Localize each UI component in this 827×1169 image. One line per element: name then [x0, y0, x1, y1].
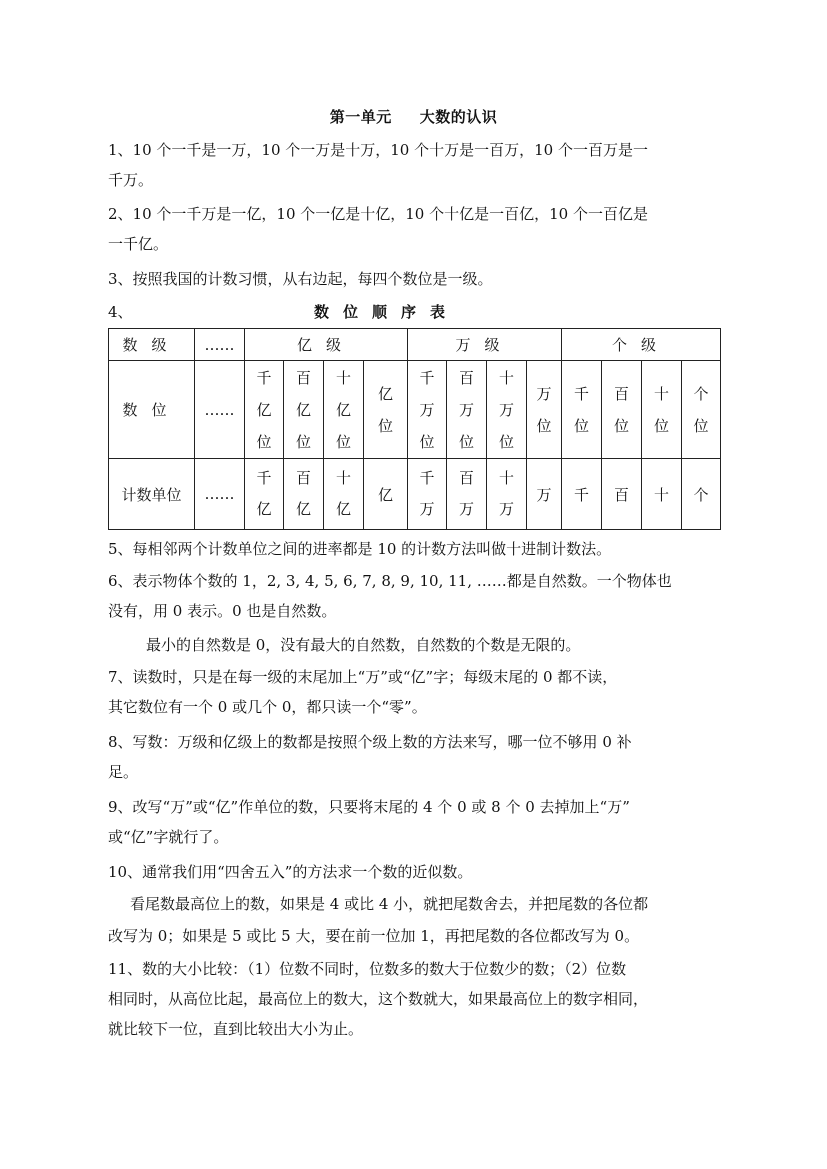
point-9-line-2: 或“亿”字就行了。: [108, 828, 229, 846]
point-2-line-2: 一千亿。: [108, 235, 169, 253]
place-header: 数位: [109, 361, 195, 459]
point-10-detail-1: 看尾数最高位上的数，如果是 4 或比 4 小，就把尾数舍去，并把尾数的各位都: [130, 895, 649, 913]
point-6: [108, 566, 720, 626]
unit-baiyi: 百 亿: [284, 459, 324, 530]
point-1: [108, 135, 720, 195]
point-3: 3、按照我国的计数习惯，从右边起，每四个数位是一级。: [108, 270, 493, 288]
unit-yi: 亿: [364, 459, 408, 530]
point-7-line-2: 其它数位有一个 0 或几个 0，都只读一个“零”。: [108, 698, 427, 716]
place-shiwan: 十 万 位: [487, 361, 527, 459]
place-ge: 个 位: [682, 361, 721, 459]
place-baiwan: 百 万 位: [447, 361, 487, 459]
point-1-line-2: 千万。: [108, 171, 154, 189]
point-5: 5、每相邻两个计数单位之间的进率都是 10 的计数方法叫做十进制计数法。: [108, 540, 612, 558]
unit-qianyi: 千 亿: [245, 459, 284, 530]
place-wan: 万 位: [527, 361, 562, 459]
wan-level: 万级: [408, 329, 562, 361]
place-qianyi: 千 亿 位: [245, 361, 284, 459]
point-11-line-2: 相同时，从高位比起，最高位上的数大，这个数就大，如果最高位上的数字相同，: [108, 990, 649, 1008]
point-11: [108, 954, 720, 1044]
point-8-line-2: 足。: [108, 763, 139, 781]
point-1-line-1: 1、10 个一千是一万，10 个一万是十万，10 个十万是一百万，10 个一百万是一: [108, 141, 648, 159]
place-yi: 亿 位: [364, 361, 408, 459]
unit-shi: 十: [642, 459, 682, 530]
unit-topic: 大数的认识: [419, 108, 498, 126]
point-2-line-1: 2、10 个一千万是一亿，10 个一亿是十亿，10 个十亿是一百亿，10 个一百亿是: [108, 205, 648, 223]
point-6-line-1: 6、表示物体个数的 1，2, 3, 4, 5, 6, 7, 8, 9, 10, 11, ……都是自然数。一个物体也: [108, 572, 672, 590]
level-ellipsis: ……: [195, 329, 245, 361]
point-7-line-1: 7、读数时，只是在每一级的末尾加上“万”或“亿”字；每级末尾的 0 都不读，: [108, 668, 618, 686]
place-ellipsis: ……: [195, 361, 245, 459]
point-11-line-1: 11、数的大小比较：（1）位数不同时，位数多的数大于位数少的数；（2）位数: [108, 960, 627, 978]
point-8: [108, 727, 720, 787]
place-qian: 千 位: [562, 361, 602, 459]
table-row-level: [109, 329, 721, 361]
point-11-line-3: 就比较下一位，直到比较出大小为止。: [108, 1020, 364, 1038]
place-bai: 百 位: [602, 361, 642, 459]
table-row-place: [109, 361, 721, 459]
place-shi: 十 位: [642, 361, 682, 459]
unit-ge: 个: [682, 459, 721, 530]
unit-bai: 百: [602, 459, 642, 530]
point-8-line-1: 8、写数：万级和亿级上的数都是按照个级上数的方法来写，哪一位不够用 0 补: [108, 733, 632, 751]
point-10: 10、通常我们用“四舍五入”的方法求一个数的近似数。: [108, 863, 473, 881]
unit-qianwan: 千 万: [408, 459, 447, 530]
table-title: 数位顺序表: [314, 303, 460, 321]
place-qianwan: 千 万 位: [408, 361, 447, 459]
point-10-detail-2: 改写为 0；如果是 5 或比 5 大，要在前一位加 1，再把尾数的各位都改写为 0。: [108, 927, 640, 945]
point-9-line-1: 9、改写“万”或“亿”作单位的数，只要将末尾的 4 个 0 或 8 个 0 去掉加上“万”: [108, 798, 630, 816]
unit-ellipsis: ……: [195, 459, 245, 530]
point-7: [108, 662, 720, 722]
unit-qian: 千: [562, 459, 602, 530]
unit-shiwan: 十 万: [487, 459, 527, 530]
unit-wan: 万: [527, 459, 562, 530]
unit-shiyi: 十 亿: [324, 459, 364, 530]
place-shiyi: 十 亿 位: [324, 361, 364, 459]
point-6-note: 最小的自然数是 0，没有最大的自然数，自然数的个数是无限的。: [146, 636, 581, 654]
place-value-table: [108, 328, 721, 530]
point-4-label: 4、: [108, 303, 133, 321]
point-2: [108, 199, 720, 259]
yi-level: 亿级: [245, 329, 408, 361]
point-6-line-2: 没有，用 0 表示。0 也是自然数。: [108, 602, 337, 620]
ge-level: 个级: [562, 329, 721, 361]
unit-label: 第一单元: [329, 108, 392, 126]
place-baiyi: 百 亿 位: [284, 361, 324, 459]
table-row-unit: [109, 459, 721, 530]
point-9: [108, 792, 720, 852]
unit-header: 计数单位: [109, 459, 195, 530]
level-header: 数级: [109, 329, 195, 361]
unit-baiwan: 百 万: [447, 459, 487, 530]
page-title: [0, 106, 827, 127]
